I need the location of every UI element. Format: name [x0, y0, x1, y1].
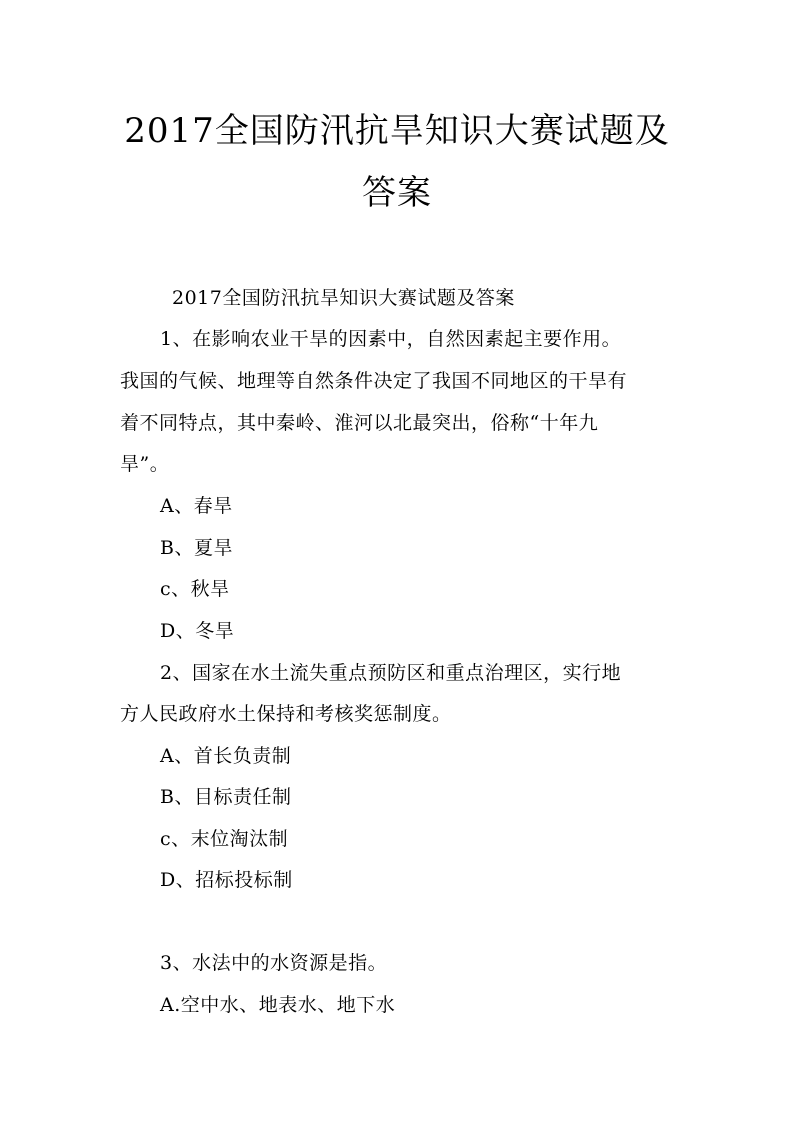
q2-option-c: c、末位淘汰制: [160, 828, 289, 850]
title-line-2: 答案: [362, 173, 432, 213]
q1-option-b: B、夏旱: [160, 537, 233, 559]
q1-option-c: c、秋旱: [160, 578, 230, 600]
q3-line-1: 3、水法中的水资源是指。: [160, 952, 388, 974]
q1-line-4: 旱”。: [120, 453, 170, 475]
page-title: [100, 100, 694, 224]
q1-line-1: 1、在影响农业干旱的因素中，自然因素起主要作用。: [160, 328, 622, 350]
q3-option-a: A.空中水、地表水、地下水: [160, 994, 396, 1016]
title-line-1: 2017全国防汛抗旱知识大赛试题及: [124, 111, 670, 151]
q2-option-a: A、首长负责制: [160, 745, 292, 767]
q1-line-2: 我国的气候、地理等自然条件决定了我国不同地区的干旱有: [120, 370, 628, 392]
q2-line-2: 方人民政府水土保持和考核奖惩制度。: [120, 703, 452, 725]
q2-option-b: B、目标责任制: [160, 786, 292, 808]
q1-line-3: 着不同特点，其中秦岭、淮河以北最突出，俗称“十年九: [120, 412, 599, 434]
q1-option-a: A、春旱: [160, 495, 233, 517]
subtitle: 2017全国防汛抗旱知识大赛试题及答案: [172, 287, 515, 309]
q2-option-d: D、招标投标制: [160, 869, 293, 891]
q1-option-d: D、冬旱: [160, 620, 235, 642]
q2-line-1: 2、国家在水土流失重点预防区和重点治理区，实行地: [160, 662, 622, 684]
